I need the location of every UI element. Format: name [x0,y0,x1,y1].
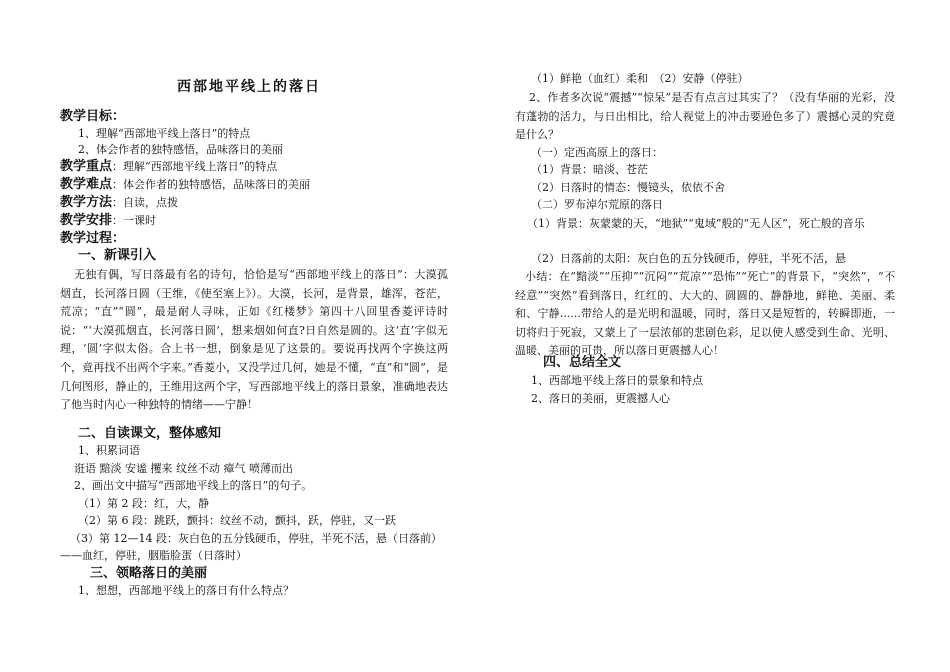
difficulty-label: 教学难点 [60,177,113,192]
list-item: （2）日落前的太阳：灰白色的五分钱硬币，停驻，半死不活，悬 [531,252,846,265]
key-point-label: 教学重点 [60,159,113,174]
method-text: ：自读，点拨 [112,196,179,209]
difficulty-row [60,178,310,192]
question-paragraph: 2、作者多次说“震撼”“惊呆”是否有点言过其实了？（没有华丽的光彩，没有蓬勃的活力，与日出相比，给人视觉上的冲击要逊色多了）震撼心灵的究竟是什么？ [515,91,895,142]
list-item: （2）第 6 段：跳跃，颤抖：纹丝不动，颤抖，跃，停驻，又一跃 [78,514,396,527]
method-label: 教学方法 [60,195,113,210]
document-title: 西部地平线上的落日 [177,79,321,95]
schedule-row [60,214,156,228]
list-item: 1、积累词语 [78,444,140,457]
list-item: 诳语 黯淡 安谧 攫来 纹丝不动 瘴气 喷薄而出 [74,462,293,475]
list-item: （2）日落时的情态：慢镜头，依依不舍 [531,181,725,194]
list-item: 1、想想，西部地平线上的落日有什么特点？ [78,584,294,597]
key-point-row [60,160,277,174]
difficulty-text: ：体会作者的独特感悟，品味落日的美丽 [112,178,311,191]
intro-paragraph: 无独有偶，写日落最有名的诗句，恰恰是写“西部地平线上的落日”：大漠孤烟直，长河落日圆（王维，《使至塞上》）。大漠，长河，是背景，雄浑，苍茫，荒凉；“直”“圆”，最是耐人寻味，正如《红楼梦》第四十八回里香菱评诗时说：“‘大漠孤烟直，长河落日圆’，想来烟如何直?日自然是圆的。这‘直’字似无理，‘圆’字似太俗。合上书一想，倒象是见了这景的。要说再找两个字换这两个，竟再找不出两个字来。”香菱小，又没学过几何，她是不懂，“直”和“圆”，是几何图形，静止的，王维用这两个字，写西部地平线上的落日景象，准确地表达了他当时内心一种独特的情绪——宁静！ [60,268,448,412]
key-point-text: ：理解“西部地平线上落日”的特点 [112,160,278,173]
list-item: （1）鲜艳（血红）柔和 （2）安静（停驻） [531,72,749,85]
list-item: （1）背景：暗淡、苍茫 [531,163,648,176]
list-item: （1）第 2 段：红，大，静 [78,497,209,510]
method-row [60,196,178,210]
list-item: （一）定西高原上的落日： [531,146,663,159]
objectives-label: 教学目标： [60,109,126,124]
section-heading: 二、自读课文，整体感知 [78,426,222,441]
list-item: 2、落日的美丽，更震撼人心 [531,392,670,405]
summary-paragraph: 小结：在“黯淡”“压抑”“沉闷”“荒凉”“恐怖”“死亡”的背景下，“突然”，“不经意”“突然”看到落日，红红的、大大的、圆圆的、静静地，鲜艳、美丽、柔和、宁静......带给人的是光明和温暖，同时，落日又是短暂的，转瞬即逝，一切将归于死寂，又蒙上了一层浓郁的悲剧色彩，足以使人感受到生命、光明、温暖、美丽的可贵，所以落日更震撼人心！ [515,270,895,358]
process-label: 教学过程： [60,231,126,246]
section-heading: 一、新课引入 [78,248,157,263]
schedule-text: ：一课时 [112,214,157,227]
objective-item: 1、理解“西部地平线上落日”的特点 [78,127,251,140]
list-item: （二）罗布淖尔荒原的落日 [531,198,663,211]
objective-item: 2、体会作者的独特感悟，品味落日的美丽 [78,143,283,156]
list-item: （1）背景：灰蒙蒙的天，“地狱”“鬼域”般的“无人区”，死亡般的音乐 [527,217,865,230]
list-item: 1、西部地平线上落日的景象和特点 [531,374,703,387]
section-heading: 四、总结全文 [543,355,622,370]
list-item: ——血红，停驻，胭脂脸蛋（日落时） [60,549,247,562]
list-item: （3）第 12—14 段：灰白色的五分钱硬币，停驻，半死不活，悬（日落前） [70,532,442,545]
schedule-label: 教学安排 [60,213,113,228]
section-heading: 三、领略落日的美丽 [90,566,208,581]
list-item: 2、画出文中描写“西部地平线上的落日”的句子。 [74,479,313,492]
